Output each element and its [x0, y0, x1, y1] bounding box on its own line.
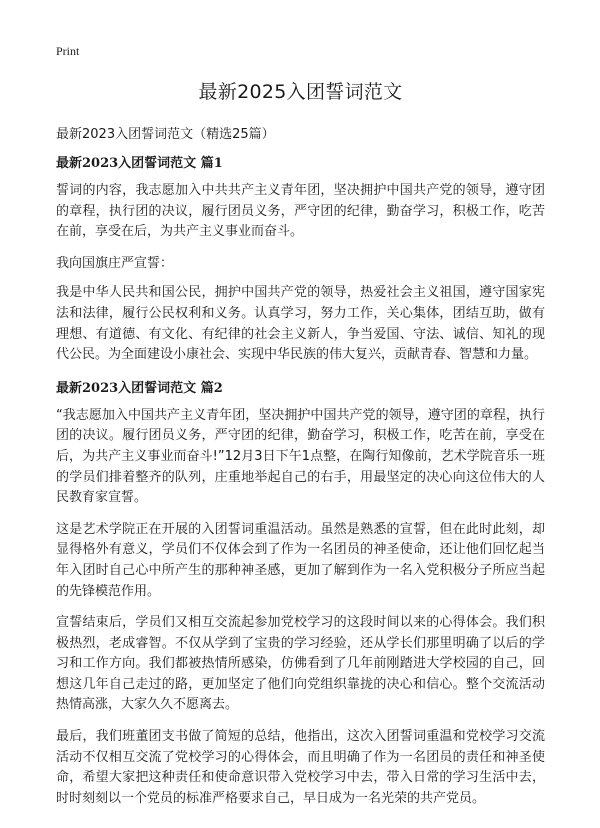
- section-1: [56, 152, 545, 366]
- print-label: Print: [56, 44, 80, 58]
- paragraph: 我向国旗庄严宣誓：: [56, 255, 174, 271]
- section-heading: 最新2023入团誓词范文 篇2: [56, 380, 223, 396]
- paragraph: 这是艺术学院正在开展的入团誓词重温活动。虽然是熟悉的宣誓，但在此时此刻，却显得格外有意义，学员们不仅体会到了作为一名团员的神圣使命，还让他们回忆起当年入团时自己心中所产生的那种神圣感，更加了解到作为一名入党积极分子所应当起的先锋模范作用。: [56, 521, 545, 599]
- section-heading: 最新2023入团誓词范文 篇1: [56, 156, 223, 171]
- paragraph: 最后，我们班董团支书做了简短的总结，他指出，这次入团誓词重温和党校学习交流活动不仅相互交流了党校学习的心得体会，而且明确了作为一名团员的责任和神圣使命，希望大家把这种责任和使命意识带入党校学习中去，带入日常的学习生活中去，时时刻刻以一个党员的标准严格要求自己，早日成为一名光荣的共产党员。: [56, 729, 545, 806]
- page-title: 最新2025入团誓词范文: [198, 81, 403, 103]
- paragraph: 誓词的内容，我志愿加入中共共产主义青年团，坚决拥护中国共产党的领导，遵守团的章程，执行团的决议，履行团员义务，严守团的纪律，勤奋学习，积极工作，吃苦在前，享受在后，为共产主义事业而奋斗。: [56, 183, 545, 240]
- paragraph: 宣誓结束后，学员们又相互交流起参加党校学习的这段时间以来的心得体会。我们积极热烈，老成睿智。不仅从学到了宝贵的学习经验，还从学长们那里明确了以后的学习和工作方向。我们都被热情所感染，仿佛看到了几年前刚踏进大学校园的自己，回想这几年自己走过的路，更加坚定了他们向党组织靠拢的决心和信心。整个交流活动热情高涨，大家久久不愿离去。: [56, 615, 545, 713]
- doc-subtitle: 最新2023入团誓词范文（精选25篇）: [56, 127, 275, 142]
- paragraph: 我是中华人民共和国公民，拥护中国共产党的领导，热爱社会主义祖国，遵守国家宪法和法律，履行公民权利和义务。认真学习，努力工作，关心集体，团结互助，做有理想、有道德、有文化、有纪律的社会主义新人，争当爱国、守法、诚信、知礼的现代公民。为全面建设小康社会、实现中华民族的伟大复兴，贡献青春、智慧和力量。: [56, 285, 545, 363]
- paragraph: “我志愿加入中国共产主义青年团，坚决拥护中国共产党的领导，遵守团的章程，执行团的决议。履行团员义务，严守团的纪律，勤奋学习，积极工作，吃苦在前，享受在后，为共产主义事业而奋斗!”12月3日下午1点整，在陶行知像前，艺术学院音乐一班的学员们排着整齐的队列，庄重地举起自己的右手，用最坚定的决心向这位伟大的人民教育家宣誓。: [56, 407, 545, 506]
- section-2: [56, 377, 545, 810]
